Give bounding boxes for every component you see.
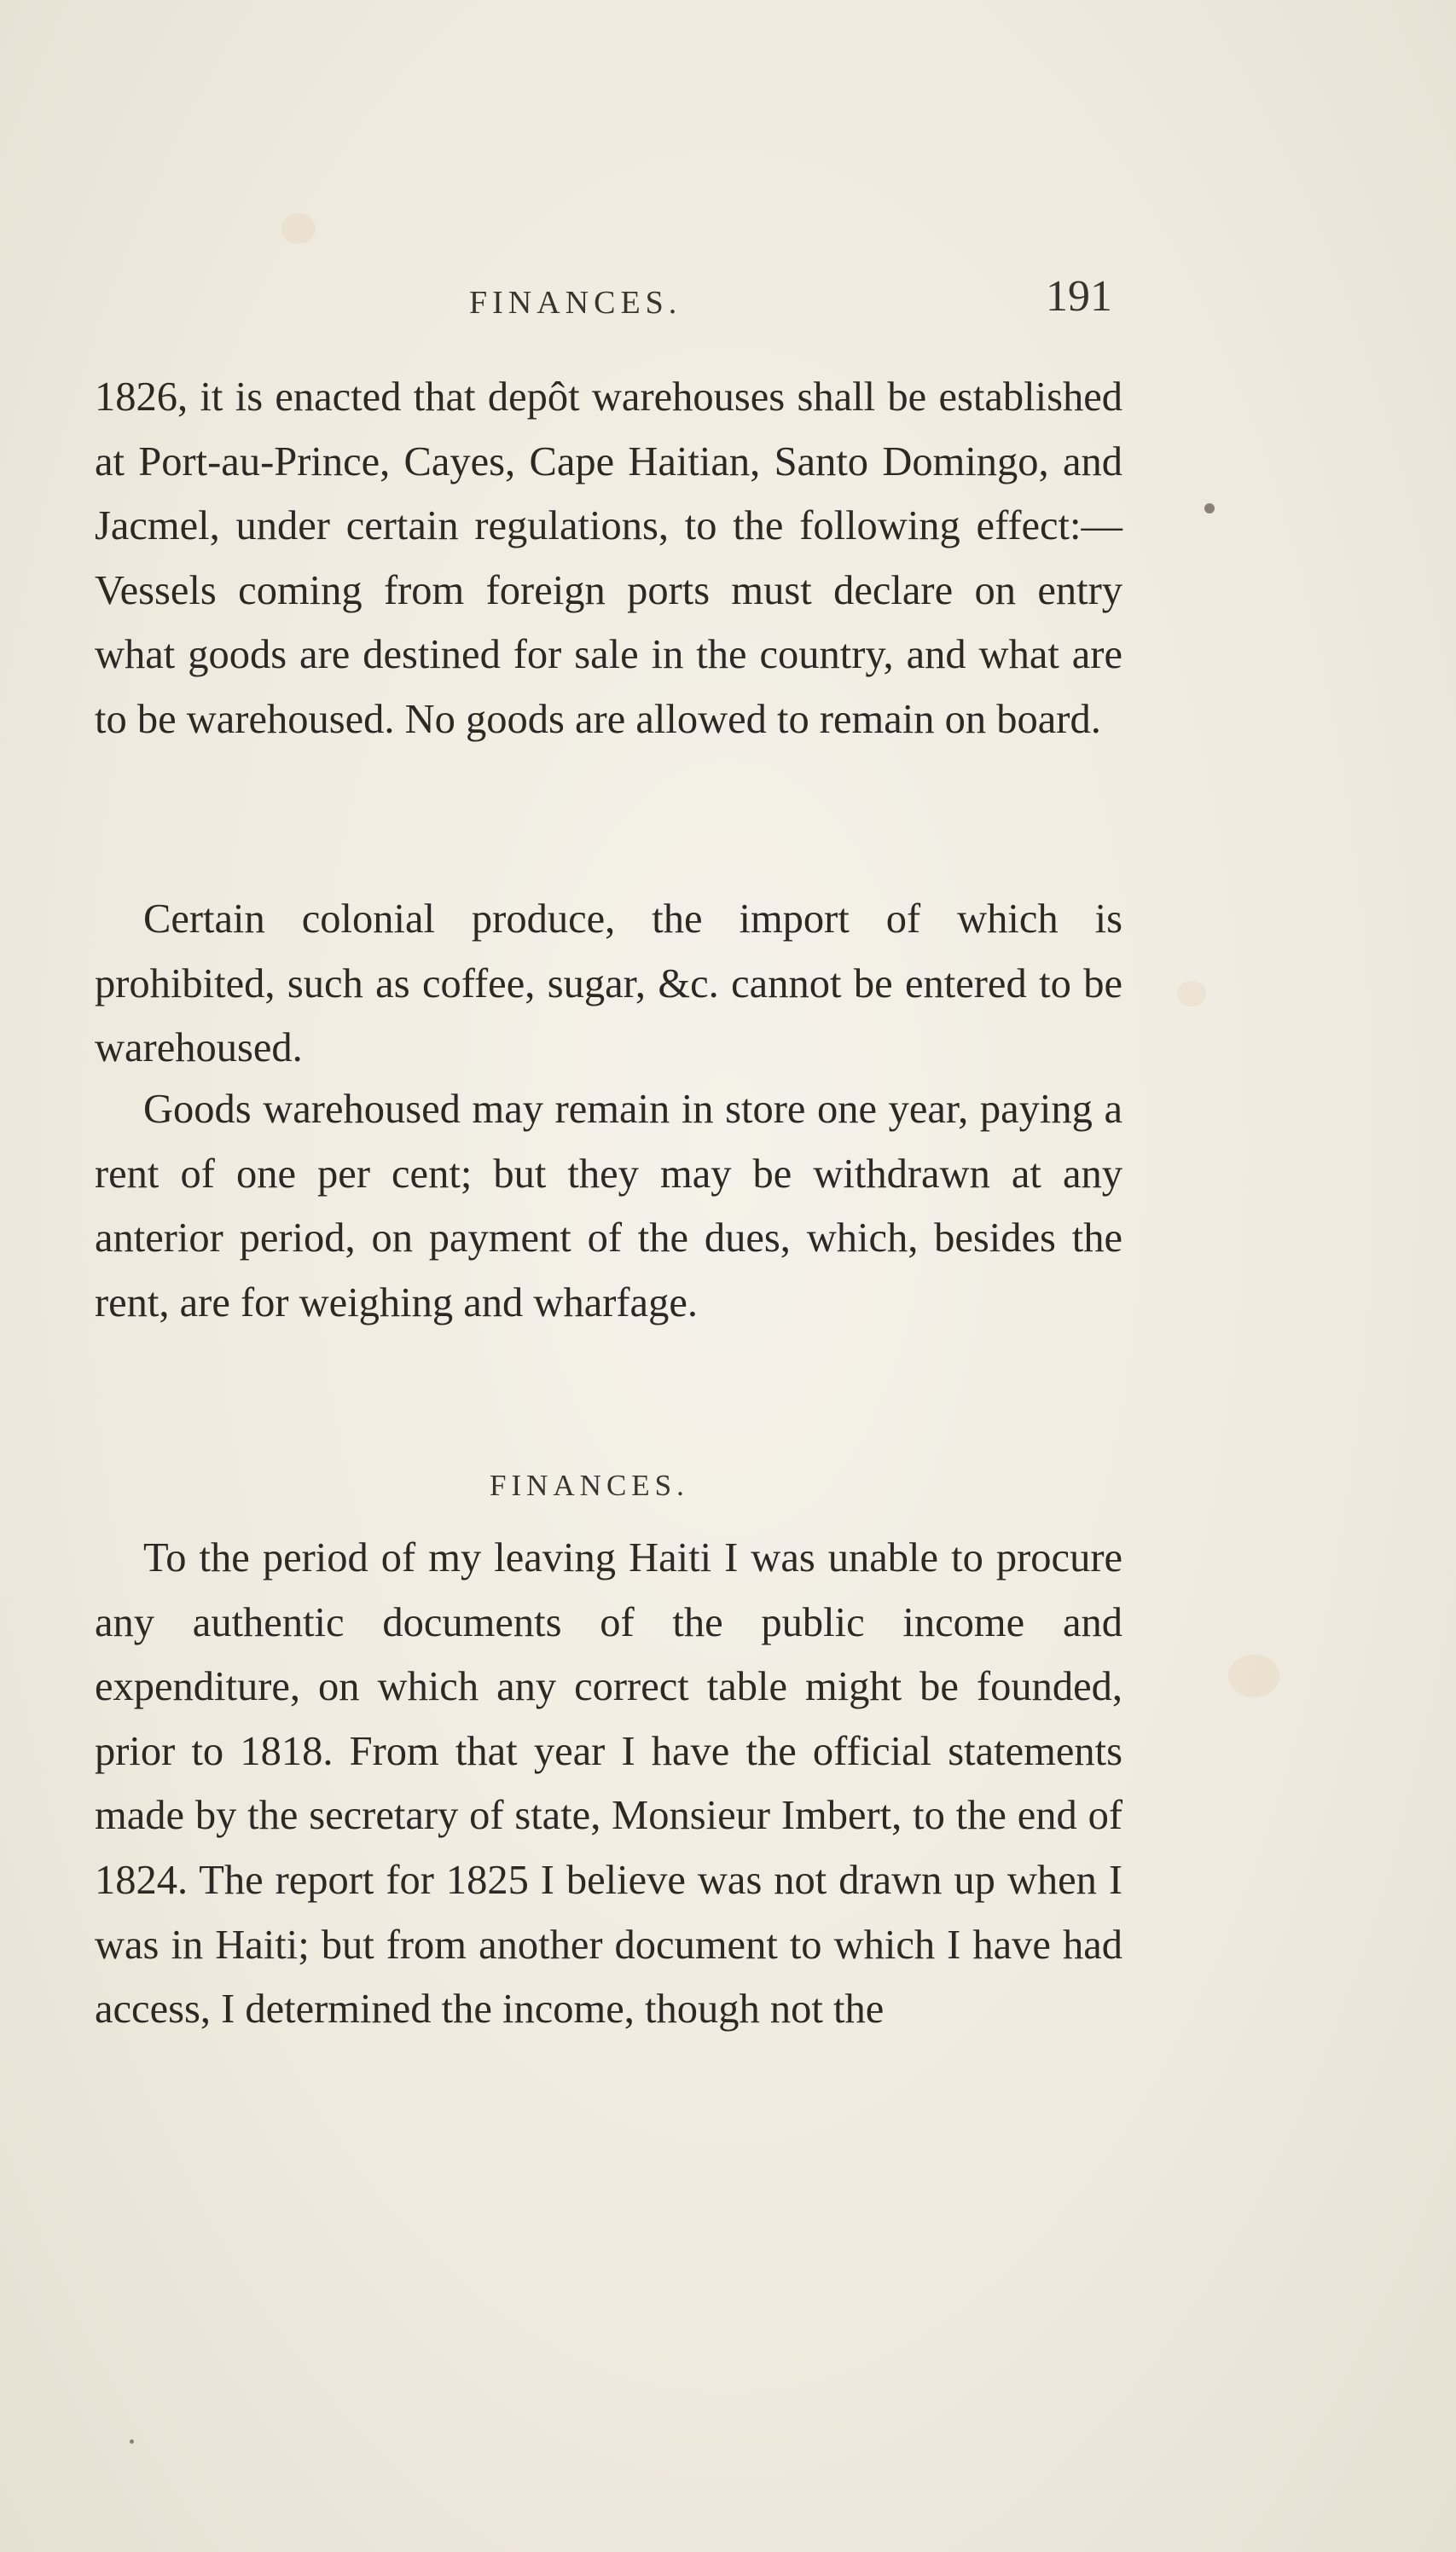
paper-stain <box>1228 1655 1279 1697</box>
paragraph-text: Goods warehoused may remain in store one year, paying a rent of one per cent; but they may be withdrawn at any anterior period, on payment of the dues, which, besides the rent, are for weighing and wharfage. <box>95 1087 1122 1325</box>
body-paragraph <box>95 1526 1122 2042</box>
paper-speck <box>1204 503 1215 513</box>
paragraph-text: 1826, it is enacted that depôt warehouses shall be established at Port-au-Prince, Cayes, Cape Haitian, Santo Domingo, and Jacmel, under certain regulations, to the following effect:— Vessels coming from foreign ports must declare on entry what goods are destined for sale in the country, and what are to be warehoused. No goods are allowed to remain on board. <box>95 374 1122 742</box>
body-paragraph <box>95 887 1122 1081</box>
paragraph-text: To the period of my leaving Haiti I was unable to procure any authentic documents of the public income and expenditure, on which any correct table might be founded, prior to 1818. From that year I have the official statements made by the secretary of state, Monsieur Imbert, to the end of 1824. The report for 1825 I believe was not drawn up when I was in Haiti; but from another document to which I have had access, I determined the income, though not the <box>95 1535 1122 2033</box>
body-paragraph <box>95 365 1122 752</box>
paper-speck <box>130 2439 134 2444</box>
body-paragraph <box>95 1077 1122 1335</box>
section-heading: FINANCES. <box>490 1469 689 1502</box>
paragraph-text: Certain colonial produce, the import of which is prohibited, such as coffee, sugar, &c. cannot be entered to be warehoused. <box>95 896 1122 1071</box>
running-head: FINANCES. <box>469 285 682 321</box>
paper-stain <box>1177 981 1206 1006</box>
page-number: 191 <box>1046 272 1112 321</box>
paper-stain <box>281 213 316 244</box>
